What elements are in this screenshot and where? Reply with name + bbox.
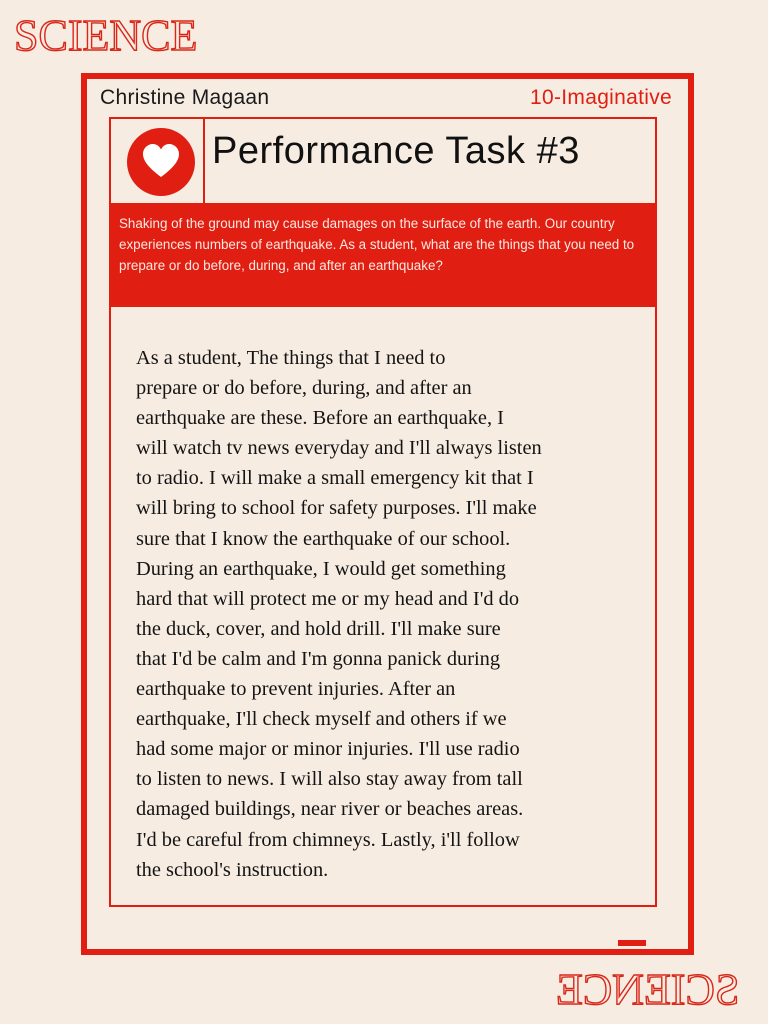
corner-word-bottom-mirrored: SCIENCE xyxy=(556,965,740,1014)
heart-icon xyxy=(141,142,181,182)
heart-badge xyxy=(127,128,195,196)
prompt-band xyxy=(109,203,657,305)
page-title: Performance Task #3 xyxy=(212,130,580,172)
student-name: Christine Magaan xyxy=(100,86,270,109)
icon-box xyxy=(111,119,205,203)
essay-text: As a student, The things that I need to prepare or do before, during, and after an earthquake are these. Before an earthquake, I will watch tv news everyday and I'll always listen to radio. I will make a small emergency kit that I will bring to school for safety purposes. I'll make sure that I know the earthquake of our school. During an earthquake, I would get something hard that will protect me or my head and I'd do the duck, cover, and hold drill. I'll make sure that I'd be calm and I'm gonna panick during earthquake to prevent injuries. After an earthquake, I'll check myself and others if we had some major or minor injuries. I'll use radio to listen to news. I will also stay away from tall damaged buildings, near river or beaches areas. I'd be careful from chimneys. Lastly, i'll follow the school's instruction. xyxy=(136,347,542,881)
prompt-text: Shaking of the ground may cause damages on the surface of the earth. Our country experiences numbers of earthquake. As a student, what are the things that you need to prepare or do before, during, and after an earthquake? xyxy=(119,216,635,273)
frame-nub xyxy=(618,940,646,946)
corner-word-top: SCIENCE xyxy=(14,11,198,60)
section-label: 10-Imaginative xyxy=(530,86,672,109)
